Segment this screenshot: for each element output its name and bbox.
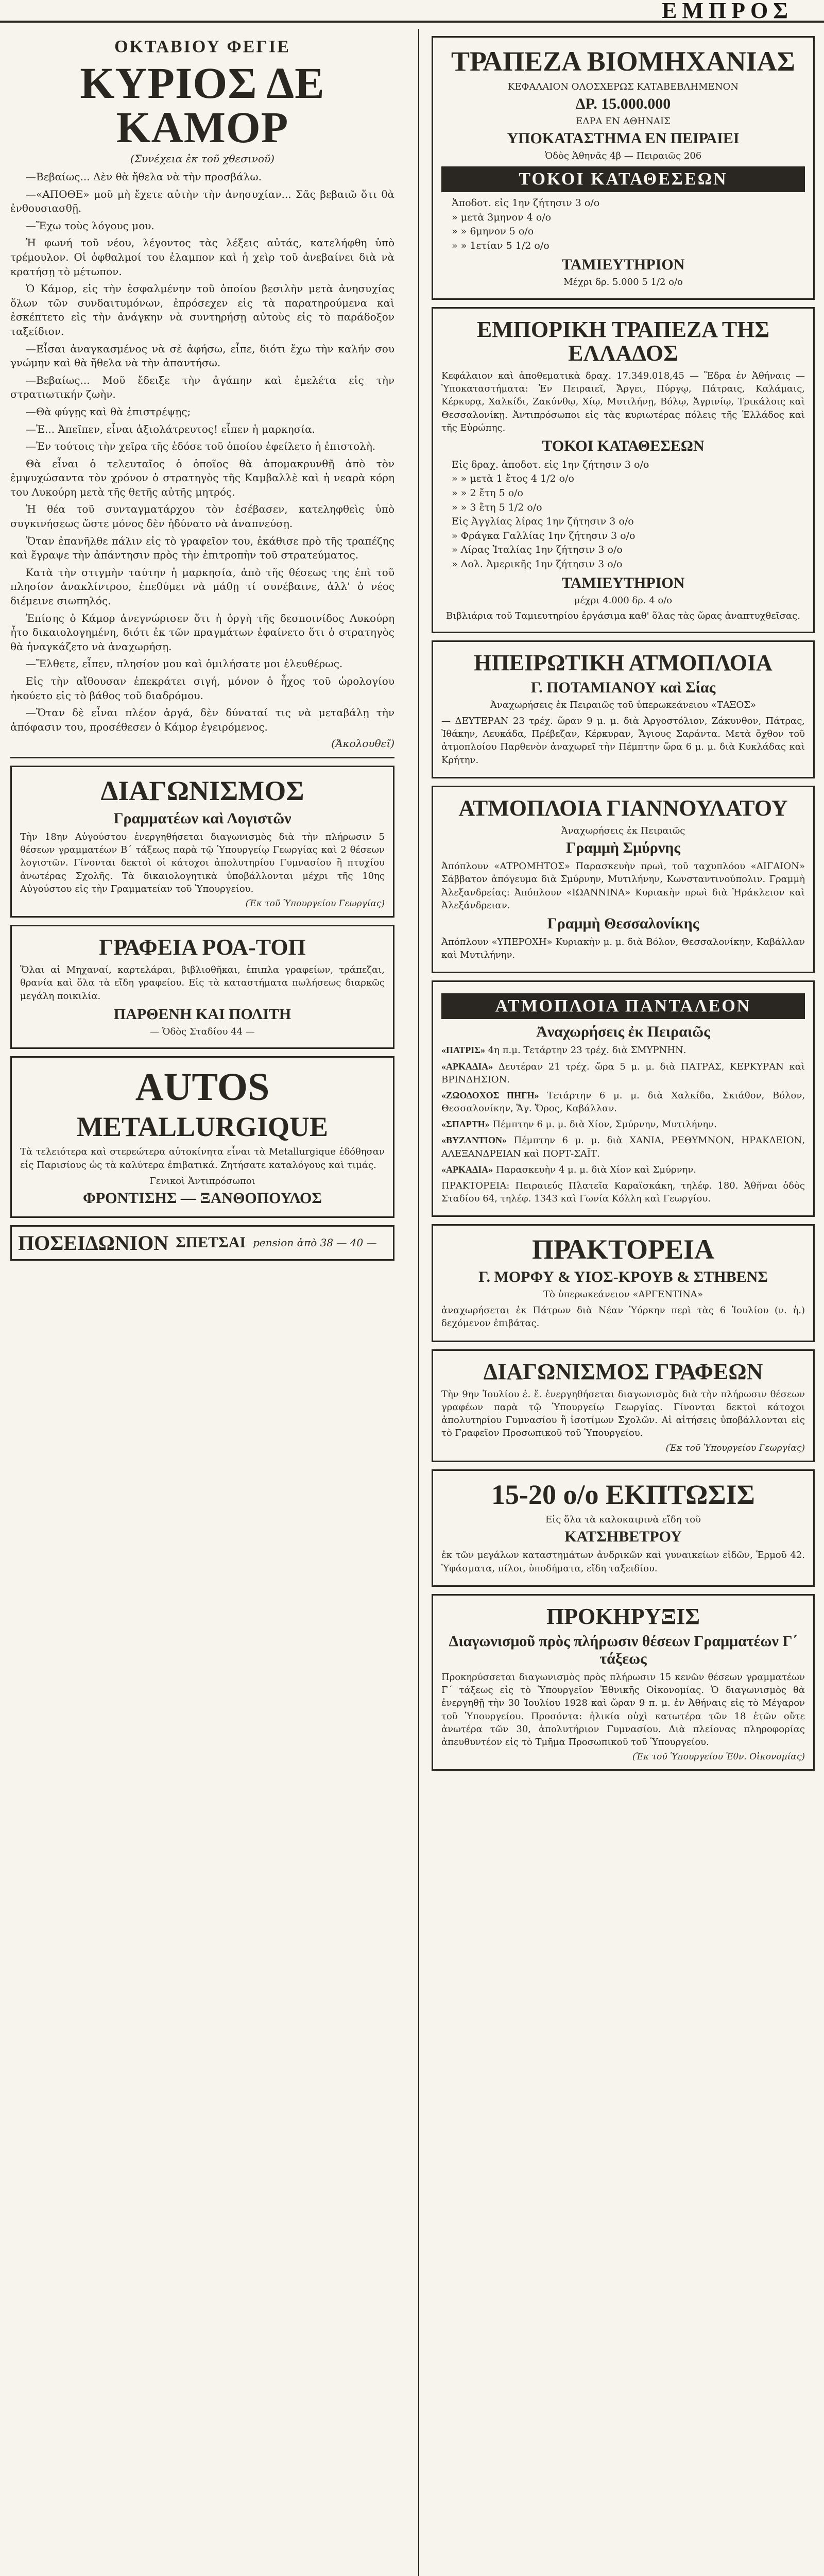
story-paragraph: —Βεβαίως... Δὲν θὰ ἤθελα νὰ τὴν προσβάλω. bbox=[26, 171, 262, 183]
bank2-rates bbox=[441, 458, 805, 571]
ship2-line1: Ἀναχωρήσεις ἐκ Πειραιῶς bbox=[561, 825, 685, 836]
rate-item: » Δολ. Ἀμερικῆς 1ην ζήτησιν 3 ο/ο bbox=[452, 558, 623, 570]
route-text: Παρασκευὴν 4 μ. μ. διὰ Χίον καὶ Σμύρνην. bbox=[496, 1164, 696, 1175]
ship3-line: Ἀναχωρήσεις ἐκ Πειραιῶς bbox=[536, 1023, 710, 1041]
rate-item: Εἰς Ἀγγλίας λίρας 1ην ζήτησιν 3 ο/ο bbox=[452, 516, 634, 528]
bank-rates bbox=[441, 196, 805, 253]
ship-name: «ΑΡΚΑΔΙΑ» bbox=[441, 1061, 493, 1072]
bank-title: ΤΡΑΠΕΖΑ ΒΙΟΜΗΧΑΝΙΑΣ bbox=[451, 46, 795, 77]
route-text: Πέμπτην 6 μ. μ. διὰ Χίον, Σμύρνην, Μυτιλήνην. bbox=[492, 1119, 717, 1130]
story-paragraph: Ἡ φωνή τοῦ νέου, λέγοντος τὰς λέξεις αὐτάς, κατελήφθη ὑπὸ τρέμουλον. Οἱ ὀφθαλμοί του ἐλαμπον καὶ ἡ χεὶρ τοῦ ἀνεβαίνει διὰ νὰ κρατήσῃ τὸ μέτωπον. bbox=[10, 236, 394, 278]
office-furniture-ad bbox=[10, 925, 394, 1049]
sale-shop: ΚΑΤΣΗΒΕΤΡΟΥ bbox=[564, 1528, 682, 1546]
ship-name: «ΖΩΟΔΟΧΟΣ ΠΗΓΗ» bbox=[441, 1090, 539, 1100]
ship-name: «ΣΠΑΡΤΗ» bbox=[441, 1119, 490, 1130]
route-item bbox=[441, 1163, 805, 1176]
story-paragraph: —Ἔχω τοὺς λόγους μου. bbox=[26, 219, 154, 232]
bank2-savings-note: Βιβλιάρια τοῦ Ταμιευτηρίου ἐργάσιμα καθ' ὅλας τὰς ὥρας ἀναπτυχθεῖσας. bbox=[445, 610, 801, 621]
autos-ad bbox=[10, 1056, 394, 1218]
route-text: Τετάρτην 6 μ. μ. διὰ Χαλκίδα, Σκιάθον, Βόλον, Θεσσαλονίκην, Ἅγ. Ὄρος, Καβάλλαν. bbox=[441, 1090, 805, 1114]
bank2-text: Κεφάλαιον καὶ ἀποθεματικὰ δραχ. 17.349.018,45 — Ἕδρα ἐν Ἀθήναις — Ὑποκαταστήματα: Ἐν Πειραιεῖ, Ἄργει, Πύργῳ, Πάτραις, Καλάμαις, Κέρκυρᾳ, Χαλκίδι, Ζακύνθῳ, Χίῳ, Μυτιλήνῃ, Βόλῳ, Ἀγρινίῳ, Τρικάλοις καὶ Θεσσαλονίκῃ. Ἀντιπρόσωποι εἰς τὰς κυριωτέρας πόλεις τῆς Ἑλλάδος καὶ τῆς Εὐρώπης. bbox=[441, 370, 805, 433]
rate-item: » » 2 ἔτη 5 ο/ο bbox=[452, 487, 523, 499]
bank2-rates-title: ΤΟΚΟΙ ΚΑΤΑΘΕΣΕΩΝ bbox=[542, 437, 705, 454]
route-item bbox=[441, 1089, 805, 1115]
office-ad-text: Ὅλαι αἱ Μηχαναί, καρτελάραι, βιβλιοθῆκαι, ἐπιπλα γραφείων, τράπεζαι, θρανία καὶ ὅλα τὰ εἴδη γραφείου. Εἰς τὰ καταστήματα πωλήσεως διαρκῶς μεγάλη ποικιλία. bbox=[20, 964, 385, 1002]
route-text: 4η π.μ. Τετάρτην 23 τρέχ. διὰ ΣΜΥΡΝΗΝ. bbox=[488, 1045, 686, 1056]
bank-hq: ΕΔΡΑ ΕΝ ΑΘΗΝΑΙΣ bbox=[576, 115, 671, 127]
rate-item: » μετὰ 3μηνον 4 ο/ο bbox=[452, 211, 552, 223]
autos-agent-label: Γενικοὶ Ἀντιπρόσωποι bbox=[149, 1175, 255, 1187]
contest-text: Τὴν 18ην Αὐγούστου ἐνεργηθήσεται διαγωνισμὸς διὰ τὴν πλήρωσιν 5 θέσεων γραμματέων Β΄ τάξεως παρὰ τῷ Ὑπουργείῳ Γεωργίας καὶ 2 θέσεων λογιστῶν. Γίνονται δεκτοὶ οἱ κάτοχοι ἀπολυτηρίου Γυμνασίου ἢ πτυχίου ἀνωτέρας Σχολῆς. Τὰ δικαιολογητικὰ ὑποβάλλονται μέχρι τῆς 10ης Αὐγούστου εἰς τὴν Γραμματείαν τοῦ Ὑπουργείου. bbox=[20, 832, 385, 894]
contest2-source: (Ἐκ τοῦ Ὑπουργείου Γεωργίας) bbox=[665, 1443, 805, 1453]
epirus-shipping-ad bbox=[432, 640, 815, 778]
rate-item: » » μετὰ 1 ἔτος 4 1/2 ο/ο bbox=[452, 473, 574, 485]
autos-agent: ΦΡΟΝΤΙΣΗΣ — ΞΑΝΘΟΠΟΥΛΟΣ bbox=[82, 1189, 322, 1207]
ship3-title: ΑΤΜΟΠΛΟΙΑ ΠΑΝΤΑΛΕΟΝ bbox=[441, 993, 805, 1019]
story-paragraph: —Ἔλθετε, εἶπεν, πλησίον μου καὶ ὁμιλήσατε μοι ἐλευθέρως. bbox=[26, 657, 343, 670]
contest2-title: ΔΙΑΓΩΝΙΣΜΟΣ ΓΡΑΦΕΩΝ bbox=[483, 1359, 763, 1384]
story-paragraph: Ἡ θέα τοῦ συνταγματάρχου τὸν ἐσέβασεν, κατεληφθεὶς ὑπὸ συγκινήσεως ὥστε μόνος δὲν ἠδύνατο νὰ ἀναπνεύσῃ. bbox=[10, 503, 394, 530]
commercial-bank-ad bbox=[432, 307, 815, 633]
rate-item: » » 1ετίαν 5 1/2 ο/ο bbox=[452, 240, 550, 251]
industry-bank-ad bbox=[432, 36, 815, 300]
autos-brand: METALLURGIQUE bbox=[76, 1111, 329, 1142]
story-paragraph: —«ΑΠΟΘΕ» μοῦ μὴ ἔχετε αὐτὴν τὴν ἀνησυχίαν... Σᾶς βεβαιῶ ὅτι θὰ ἐνθουσιασθῇ. bbox=[10, 188, 394, 215]
sale-line: Εἰς ὅλα τὰ καλοκαιρινὰ εἴδη τοῦ bbox=[545, 1514, 701, 1526]
ship1-departs: Ἀναχωρήσεις ἐκ Πειραιῶς τοῦ ὑπερωκεάνειου «ΤΑΞΟΣ» bbox=[490, 699, 757, 710]
ship2-title: ΑΤΜΟΠΛΟΙΑ ΓΙΑΝΝΟΥΛΑΤΟΥ bbox=[458, 795, 788, 821]
ship2-line3: Γραμμὴ Θεσσαλονίκης bbox=[547, 914, 699, 932]
story-paragraph: Ἐπίσης ὁ Κάμορ ἀνεγνώρισεν ὅτι ἡ ὀργὴ τῆς δεσποινίδος Λυκούρη ἦτο δικαιολογημένη, διότι ἐκ τῶν πραγμάτων ἐφαίνετο ὅτι ὁ στρατηγὸς θὰ ἠναγκάζετο νὰ ἀναχωρήσῃ. bbox=[10, 612, 394, 653]
bank-savings-title: ΤΑΜΙΕΥΤΗΡΙΟΝ bbox=[561, 256, 685, 274]
tender-text: Προκηρύσσεται διαγωνισμὸς πρὸς πλήρωσιν 15 κενῶν θέσεων γραμματέων Γ΄ τάξεως εἰς τὸ Ὑπουργεῖον Ἐθνικῆς Οἰκονομίας. Ὁ διαγωνισμὸς θὰ ἐνεργηθῇ τὴν 30 Ἰουλίου 1928 καὶ ὥραν 9 π. μ. ἐν Ἀθήναις εἰς τὸ Μέγαρον τοῦ Ὑπουργείου. Προσόντα: ἡλικία οὐχὶ κατωτέρα τῶν 18 ἐτῶν οὔτε ἀνωτέρα τῶν 30, ἀπολυτήριον Γυμνασίου. Διὰ πλείονας πληροφορίας ἀπευθυντέον εἰς τὸ Τμῆμα Προσωπικοῦ τοῦ Ὑπουργείου. bbox=[441, 1672, 805, 1748]
story-body bbox=[10, 170, 394, 734]
divider bbox=[10, 757, 394, 758]
story-subhead: (Συνέχεια ἐκ τοῦ χθεσινοῦ) bbox=[130, 152, 274, 165]
story-paragraph: Εἰς τὴν αἴθουσαν ἐπεκράτει σιγή, μόνον ὁ ἦχος τοῦ ὡρολογίου ἠκούετο εἰς τὸ βάθος τοῦ διαδρόμου. bbox=[10, 675, 394, 702]
bank2-savings-title: ΤΑΜΙΕΥΤΗΡΙΟΝ bbox=[561, 574, 685, 592]
ship3-agency: ΠΡΑΚΤΟΡΕΙΑ: Πειραιεύς Πλατεῖα Καραϊσκάκη, τηλέφ. 180. Ἀθῆναι ὁδὸς Σταδίου 64, τηλέφ. 1343 καὶ Γωνία Κόλλη καὶ Γεωργίου. bbox=[441, 1180, 805, 1205]
bank-rates-title: ΤΟΚΟΙ ΚΑΤΑΘΕΣΕΩΝ bbox=[441, 166, 805, 192]
tender-ad bbox=[432, 1594, 815, 1771]
bank-capital-label: ΚΕΦΑΛΑΙΟΝ ΟΛΟΣΧΕΡΩΣ ΚΑΤΑΒΕΒΛΗΜΕΝΟΝ bbox=[508, 81, 739, 92]
bank-branch: ΥΠΟΚΑΤΑΣΤΗΜΑ ΕΝ ΠΕΙΡΑΙΕΙ bbox=[507, 130, 740, 147]
story-paragraph: —Βεβαίως... Μοῦ ἔδειξε τὴν ἀγάπην καὶ ἐμελέτα εἰς τὴν στρατιωτικήν ζωὴν. bbox=[10, 374, 394, 401]
ship1-title: ΗΠΕΙΡΩΤΙΚΗ ΑΤΜΟΠΛΟΙΑ bbox=[474, 650, 772, 675]
story-paragraph: —Εἶσαι ἀναγκασμένος νὰ σὲ ἀφήσω, εἶπε, διότι ἔχω τὴν καλήν σου γνώμην καὶ θὰ ἤθελα νὰ τὴν ἀπαντήσω. bbox=[10, 342, 394, 369]
tender-title: ΠΡΟΚΗΡΥΞΙΣ bbox=[546, 1603, 700, 1629]
giannoulatos-shipping-ad bbox=[432, 786, 815, 974]
masthead-bar bbox=[0, 0, 824, 23]
contest-subtitle: Γραμματέων καὶ Λογιστῶν bbox=[113, 810, 291, 827]
hotel-price: pension ἀπὸ 38 — 40 — bbox=[253, 1236, 377, 1249]
route-text: Δευτέραν 21 τρέχ. ὥρα 5 μ. μ. διὰ ΠΑΤΡΑΣ, ΚΕΡΚΥΡΑΝ καὶ ΒΡΙΝΔΗΣΙΟΝ. bbox=[441, 1061, 805, 1085]
sale-ad bbox=[432, 1469, 815, 1587]
masthead: ΕΜΠΡΟΣ bbox=[662, 0, 793, 23]
story-paragraph: —Ὅταν δὲ εἶναι πλέον ἀργά, δὲν δύναταί τις νὰ μεταβάλῃ τὴν ἀπόφασιν του, προσέθεσεν ὁ Κάμορ ἐγειρόμενος. bbox=[10, 706, 394, 733]
bank2-title: ΕΜΠΟΡΙΚΗ ΤΡΑΠΕΖΑ ΤΗΣ ΕΛΛΑΔΟΣ bbox=[476, 316, 770, 366]
rate-item: » » 6μηνον 5 ο/ο bbox=[452, 226, 534, 238]
rate-item: » Φράγκα Γαλλίας 1ην ζήτησιν 3 ο/ο bbox=[452, 530, 636, 541]
contest-ad bbox=[10, 766, 394, 918]
route-item bbox=[441, 1118, 805, 1131]
contest-title: ΔΙΑΓΩΝΙΣΜΟΣ bbox=[100, 775, 304, 807]
route-item bbox=[441, 1060, 805, 1086]
ship2-line2: Γραμμὴ Σμύρνης bbox=[566, 839, 680, 857]
agency-line: Τὸ ὑπερωκεάνειον «ΑΡΓΕΝΤΙΝΑ» bbox=[543, 1289, 703, 1300]
ship2-text2: Ἀπόπλουν «ΥΠΕΡΟΧΗ» Κυριακὴν μ. μ. διὰ Βόλον, Θεσσαλονίκην, Καβάλλαν καὶ Μυτιλήνην. bbox=[441, 936, 805, 961]
route-text: Πέμπτην 6 μ. μ. διὰ ΧΑΝΙΑ, ΡΕΘΥΜΝΟΝ, ΗΡΑΚΛΕΙΟΝ, ΑΛΕΞΑΝΔΡΕΙΑΝ καὶ ΠΟΡΤ-ΣΑΪΤ. bbox=[441, 1135, 805, 1159]
bank-capital: ΔΡ. 15.000.000 bbox=[575, 95, 671, 112]
sale-title: 15-20 ο/ο ΕΚΠΤΩΣΙΣ bbox=[491, 1479, 755, 1510]
clerks-contest-ad bbox=[432, 1349, 815, 1462]
hotel-place: ΣΠΕΤΣΑΙ bbox=[176, 1234, 246, 1251]
autos-title: AUTOS bbox=[135, 1065, 270, 1109]
story-headline: ΚΥΡΙΟΣ ΔΕ ΚΑΜΟΡ bbox=[80, 58, 325, 152]
contest-source: (Ἐκ τοῦ Ὑπουργείου Γεωργίας) bbox=[245, 899, 385, 909]
agency-title: ΠΡΑΚΤΟΡΕΙΑ bbox=[531, 1234, 715, 1265]
story-paragraph: Ὁ Κάμορ, εἰς τὴν ἐσφαλμένην τοῦ ὁποίου βεσιλὴν μετὰ ἀνησυχίας ὅλων τῶν συνδαιτυμόνων, ἐπρόσεχεν εἰς τὰ παρατηρούμενα καὶ ἐσκέπτετο εἰς τὴν ἀνάγκην νὰ συντηρήσῃ αὐτοὺς εἰς τὸ παράδοξον ταξείδιον. bbox=[10, 282, 394, 337]
route-item bbox=[441, 1044, 805, 1057]
ship-name: «ΠΑΤΡΙΣ» bbox=[441, 1045, 486, 1056]
bank-savings-rate: Μέχρι δρ. 5.000 5 1/2 ο/ο bbox=[563, 277, 683, 288]
hotel-ad bbox=[10, 1225, 394, 1261]
office-ad-address: — Ὁδὸς Σταδίου 44 — bbox=[150, 1026, 255, 1037]
right-column bbox=[418, 29, 815, 2576]
left-column bbox=[10, 29, 407, 2576]
ship-name: «ΒΥΖΑΝΤΙΟΝ» bbox=[441, 1135, 507, 1146]
office-ad-title: ΓΡΑΦΕΙΑ ΡΟΑ-ΤΟΠ bbox=[99, 935, 306, 960]
bank2-savings-rate: μέχρι 4.000 δρ. 4 ο/ο bbox=[574, 595, 673, 606]
pantaleon-shipping-ad bbox=[432, 980, 815, 1217]
agency-owner: Γ. ΜΟΡΦΥ & ΥΙΟΣ-ΚΡΟΥΒ & ΣΤΗΒΕΝΣ bbox=[478, 1268, 768, 1286]
tender-source: (Ἐκ τοῦ Ὑπουργείου Ἐθν. Οἰκονομίας) bbox=[632, 1752, 805, 1762]
hotel-name: ΠΟΣΕΙΔΩΝΙΟΝ bbox=[18, 1231, 169, 1255]
rate-item: Εἰς δραχ. ἀποδοτ. εἰς 1ην ζήτησιν 3 ο/ο bbox=[452, 459, 649, 470]
story-paragraph: —Θὰ φύγῃς καὶ θὰ ἐπιστρέψῃς; bbox=[26, 405, 191, 418]
agency-ad bbox=[432, 1224, 815, 1342]
agency-text: ἀναχωρήσεται ἐκ Πάτρων διὰ Νέαν Ὑόρκην περὶ τὰς 6 Ἰουλίου (ν. ἡ.) δεχόμενον ἐπιβάτας. bbox=[441, 1305, 805, 1329]
story-paragraph: —Ἐν τούτοις τὴν χεῖρα τῆς ἐδόσε τοῦ ὁποίου ἐφείλετο ἡ ἐπιστολὴ. bbox=[26, 440, 376, 453]
story-continued: (Ἀκολουθεῖ) bbox=[331, 737, 394, 750]
autos-text: Τὰ τελειότερα καὶ στερεώτερα αὐτοκίνητα εἶναι τὰ Metallurgique ἐδόθησαν εἰς Παρισίους ὡς τὰ καλύτερα ἐπιβατικά. Ζητήσατε καταλόγους καὶ τιμάς. bbox=[20, 1146, 385, 1171]
ship2-text: Ἀπόπλουν «ΑΤΡΟΜΗΤΟΣ» Παρασκευὴν πρωὶ, τοῦ ταχυπλόου «ΑΙΓΑΙΟΝ» Σάββατον ἀπόγευμα διὰ Σμύρνην, Μυτιλήνην, Κωνσταντινούπολιν. Γραμμὴ Ἀλεξανδρείας: Ἀπόπλουν «ΙΩΑΝΝΙΝΑ» Κυριακὴν πρωὶ διὰ Ἡράκλειον καὶ Ἀλεξάνδρειαν. bbox=[441, 861, 805, 911]
ship-name: «ΑΡΚΑΔΙΑ» bbox=[441, 1164, 493, 1175]
contest2-text: Τὴν 9ην Ἰουλίου ἐ. ἔ. ἐνεργηθήσεται διαγωνισμὸς διὰ τὴν πλήρωσιν θέσεων γραφέων παρὰ τῷ Ὑπουργείῳ Γεωργίας. Γίνονται δεκτοὶ κάτοχοι ἀπολυτηρίου Γυμνασίου ἢ ἰσοτίμων Σχολῶν. Αἱ αἰτήσεις ὑποβάλλονται εἰς τὸ Γραφεῖον Προσωπικοῦ τοῦ Ὑπουργείου. bbox=[441, 1388, 805, 1439]
story-paragraph: Ὅταν ἐπανῆλθε πάλιν εἰς τὸ γραφεῖον του, ἐκάθισε πρὸ τῆς τραπέζης καὶ ἔγραψε τὴν ἀπάντησιν πρὸς τὴν ἐπιτροπὴν τοῦ στρατεύματος. bbox=[10, 534, 394, 562]
sale-text: ἐκ τῶν μεγάλων καταστημάτων ἀνδρικῶν καὶ γυναικείων εἰδῶν, Ἑρμοῦ 42. Ὑφάσματα, πίλοι, ὑποδήματα, εἴδη ταξειδίου. bbox=[441, 1550, 805, 1574]
rate-item: Ἀποδοτ. εἰς 1ην ζήτησιν 3 ο/ο bbox=[452, 197, 600, 209]
bank-address: Ὁδὸς Ἀθηνᾶς 4β — Πειραιῶς 206 bbox=[544, 150, 702, 162]
story-paragraph: —Ἐ... Ἀπεῖπεν, εἶναι ἀξιολάτρευτος! εἶπεν ἡ μαρκησία. bbox=[26, 422, 316, 435]
office-ad-company: ΠΑΡΘΕΝΗ ΚΑΙ ΠΟΛΙΤΗ bbox=[113, 1005, 291, 1023]
rate-item: » Λίρας Ἰταλίας 1ην ζήτησιν 3 ο/ο bbox=[452, 544, 623, 556]
ship1-owner: Γ. ΠΟΤΑΜΙΑΝΟΥ καὶ Σίας bbox=[530, 679, 716, 696]
story-paragraph: Θὰ εἶναι ὁ τελευταῖος ὁ ὁποῖος θὰ ἀπομακρυνθῇ ἀπὸ τὸν ἐμψυχώσαντα τὸν χρόνον ὁ στρατηγὸς τῆς Καμβαλλὲ καὶ ἡ νεαρὰ κόρη του Λυκούρη μετὰ τῆς θετῆς αὐτῆς μητρός. bbox=[10, 457, 394, 498]
route-item bbox=[441, 1134, 805, 1160]
story-author: ΟΚΤΑΒΙΟΥ ΦΕΓΙΕ bbox=[114, 37, 290, 56]
tender-subtitle: Διαγωνισμοῦ πρὸς πλήρωσιν θέσεων Γραμματέων Γ΄ τάξεως bbox=[449, 1633, 798, 1667]
ship1-text: — ΔΕΥΤΕΡΑΝ 23 τρέχ. ὥραν 9 μ. μ. διὰ Ἀργοστόλιον, Ζάκυνθον, Πάτρας, Ἰθάκην, Λευκάδα, Πρέβεζαν, Κέρκυραν, Ἅγιους Σαράντα. Μετὰ ὄχθον τοῦ ἀτμοπλοίου Παρθενὸν ἀναχωρεῖ τὴν Πέμπτην ὥρα 6 μ. μ. διὰ Κυκλάδας καὶ Κρήτην. bbox=[441, 716, 805, 766]
story-paragraph: Κατὰ τὴν στιγμὴν ταύτην ἡ μαρκησία, ἀπὸ τῆς θέσεως της ἐπὶ τοῦ πλησίον ἀνακλίντρου, ἐπεθύμει νὰ μάθῃ τί συνέβαινε, ἀλλ' ὁ νέος διέμεινε σιωπηλός. bbox=[10, 566, 394, 607]
rate-item: » » 3 ἔτη 5 1/2 ο/ο bbox=[452, 501, 542, 513]
